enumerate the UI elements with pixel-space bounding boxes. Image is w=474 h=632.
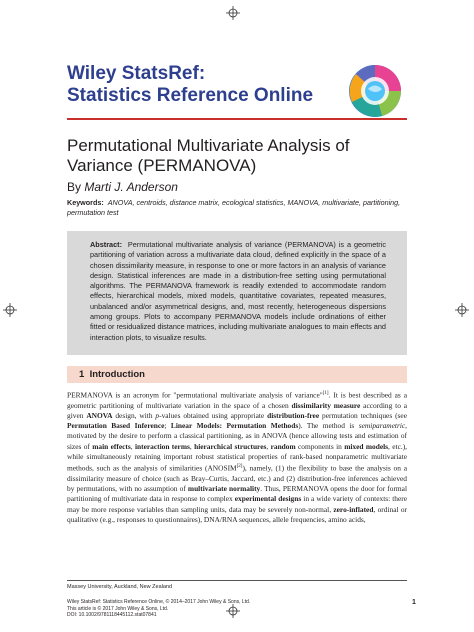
body-text-run: ,: [130, 441, 135, 451]
body-text-run: , etc.), while simultaneously retaining important robust statistical properties of rank-based nonparametric multivariate methods, such as the analysis of similarities (ANOSIM: [67, 441, 408, 473]
term-link[interactable]: dissimilarity measure: [291, 400, 361, 410]
term-link[interactable]: zero-inflated: [333, 504, 374, 514]
page-number: 1: [412, 599, 416, 606]
body-text-run: semiparametric: [358, 421, 406, 431]
body-text-run: according to a given: [67, 400, 408, 420]
abstract-text: [90, 240, 386, 343]
citation-line: This article is © 2017 John Wiley & Sons, Ltd.: [67, 605, 169, 612]
body-text-run: components in: [295, 441, 345, 451]
body-text-run: . Thus, PERMANOVA opens the door for formal partitioning of multivariate data in response to complex: [67, 484, 407, 504]
registration-mark-icon: [226, 6, 240, 20]
registration-mark-icon: [3, 303, 17, 317]
term-link[interactable]: multivariate normality: [187, 484, 261, 494]
abstract-body: Permutational multivariate analysis of variance (PERMANOVA) is a geometric partitioning of variation across a multivariate data cloud, defined explicitly in the space of a chosen dissimilarity measure, in response to one or more factors in an analysis of variance design. Statistical inferences are made in a distribution-free setting using permutational algorithms. The PERMANOVA framework is readily extended to accommodate random effects, hierarchical models, mixed models, quantitative covariates, repeated measures, unbalanced and/or asymmetrical designs, and, most recently, heterogeneous dispersions among groups. Plots to accompany PERMANOVA models include ordinations of either fitted or residualized distance matrices, including multivariate analogues to main effects and interaction plots, to visualize results.: [90, 240, 386, 342]
section-name: Introduction: [89, 369, 145, 380]
brand-title: Wiley StatsRef:: [67, 63, 206, 84]
citation-block: [67, 599, 250, 619]
abstract-label: Abstract:: [90, 240, 123, 249]
term-link[interactable]: experimental designs: [234, 494, 302, 504]
section-title: [79, 369, 145, 380]
author-name: Marti J. Anderson: [84, 180, 178, 194]
term-link[interactable]: Linear Models: Permutation Methods: [170, 421, 299, 431]
keywords: [67, 198, 405, 218]
keywords-list: ANOVA, centroids, distance matrix, ecological statistics, MANOVA, multivariate, partitioning, permutation test: [67, 198, 401, 217]
body-text-run: , motivated by the desire to perform a classical partitioning, as in ANOVA (hence allowing tests and estimation of sizes of: [67, 421, 408, 451]
body-text-run: ). The method is: [298, 421, 359, 431]
body-text-run: ), namely, (1) the flexibility to base the analysis on a dissimilarity measure of choice (such as Bray–Curtis, Jaccard, etc.) and (2) distribution-free inferences achieved by permutations, with no assumption of: [67, 463, 408, 494]
body-text-run: in a wide variety of contexts: there may be more response variables than sampling units, data may be severely non-normal,: [67, 494, 407, 514]
article-title: Permutational Multivariate Analysis of Variance (PERMANOVA): [67, 136, 350, 175]
term-link[interactable]: main effects: [92, 441, 131, 451]
affiliation: Massey University, Auckland, New Zealand: [67, 584, 173, 590]
author-line: [67, 180, 178, 194]
body-text-run: design, with: [112, 410, 156, 420]
doi-link[interactable]: DOI: 10.1002/9781118445112.stat07841: [67, 612, 157, 618]
term-link[interactable]: interaction terms: [134, 441, 190, 451]
body-text-run: -values obtained using appropriate: [159, 410, 268, 420]
globe-logo-icon: [346, 62, 404, 120]
body-text-run: permutation techniques (see: [319, 410, 407, 420]
term-link[interactable]: random: [270, 441, 296, 451]
body-text-run: . It is best described as a geometric partitioning of multivariate variation in the space of a chosen: [67, 390, 407, 410]
body-text-run: ,: [266, 441, 271, 451]
reference-link[interactable]: [1]: [322, 391, 329, 396]
term-link[interactable]: hierarchical structures: [194, 441, 267, 451]
body-text-run: PERMANOVA is an acronym for "permutational multivariate analysis of variance": [67, 390, 323, 400]
reference-link[interactable]: [2]: [236, 464, 243, 470]
body-text-run: ;: [164, 421, 171, 431]
term-link[interactable]: Permutation Based Inference: [67, 421, 165, 431]
body-text-run: , ordinal or qualitative (e.g., responses to questionnaires), DNA/RNA sequences, allele frequencies, amino acids,: [67, 504, 407, 524]
body-text-run: p: [155, 410, 160, 420]
keywords-label: Keywords:: [67, 198, 104, 207]
body-paragraph: [67, 389, 407, 525]
footer-divider: [67, 580, 407, 581]
registration-mark-icon: [455, 303, 469, 317]
term-link[interactable]: distribution-free: [267, 410, 320, 420]
header-divider: [67, 118, 407, 120]
body-text-run: ,: [189, 441, 195, 451]
term-link[interactable]: ANOVA: [86, 410, 113, 420]
author-prefix: By: [67, 180, 85, 194]
brand-subtitle: Statistics Reference Online: [67, 85, 314, 106]
citation-line: Wiley StatsRef: Statistics Reference Online, © 2014–2017 John Wiley & Sons, Ltd.: [67, 599, 251, 605]
section-number: 1: [79, 369, 85, 380]
term-link[interactable]: mixed models: [344, 441, 389, 451]
